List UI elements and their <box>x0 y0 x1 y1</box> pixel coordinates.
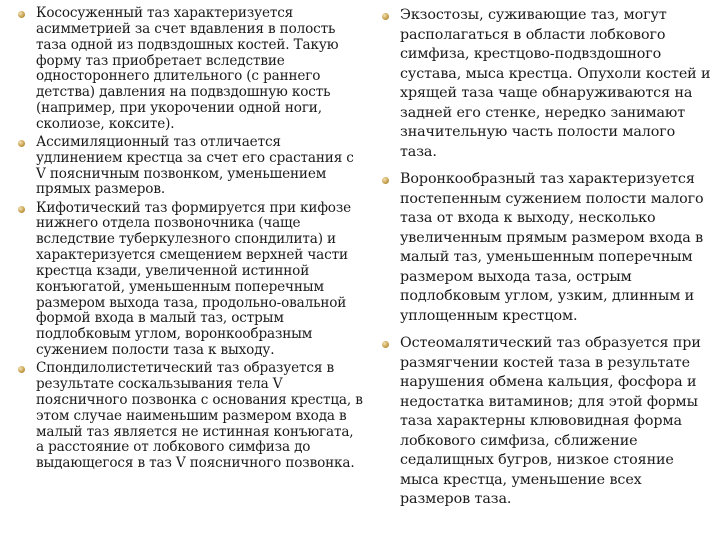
round-bullet-icon <box>382 177 389 184</box>
list-item-text: Экзостозы, суживающие таз, могут располагаться в области лобкового симфиза, крестцово-подвздошного сустава, мыса крестца. Опухоли костей и хрящей таза чаще обнаруживаются на задней его стенке, нередко занимают значительную часть полости малого таза. <box>400 7 711 160</box>
list-item-text: Ассимиляционный таз отличается удлинением крестца за счет его срастания с V поясничным позвонком, уменьшением прямых размеров. <box>36 133 354 198</box>
right-column-list <box>378 6 712 518</box>
round-bullet-icon <box>18 366 25 373</box>
list-item-text: Остеомалятический таз образуется при размягчении костей таза в результате нарушения обмена кальция, фосфора и недостатка витаминов; для этой формы таза характерны клювовидная форма лобкового симфиза, сближение седалищных бугров, низкое стояние мыса крестца, уменьшение всех размеров таза. <box>400 335 701 507</box>
list-item-text: Спондилолистетический таз образуется в результате соскальзывания тела V поясничного позвонка с основания крестца, в этом случае наименьшим размером входа в малый таз является не истинная конъюгата, а расстояние от лобкового симфиза до выдающегося в таз V поясничного позвонка. <box>36 360 363 472</box>
list-item-text: Кососуженный таз характеризуется асимметрией за счет вдавления в полость таза одной из подвздошных костей. Такую форму таз приобретает вследствие одностороннего длительного (с раннего детства) давления на подвздошную кость (например, при укорочении одной ноги, сколиозе, коксите). <box>36 5 339 132</box>
round-bullet-icon <box>18 140 25 147</box>
list-item <box>14 361 364 472</box>
round-bullet-icon <box>382 13 389 20</box>
round-bullet-icon <box>382 341 389 348</box>
list-item <box>14 201 364 359</box>
list-item <box>378 6 712 162</box>
left-column-list <box>14 6 364 474</box>
round-bullet-icon <box>18 206 25 213</box>
list-item <box>378 170 712 326</box>
list-item <box>378 334 712 510</box>
round-bullet-icon <box>18 11 25 18</box>
list-item-text: Кифотический таз формируется при кифозе нижнего отдела позвоночника (чаще вследствие туберкулезного спондилита) и характеризуется смещением верхней части крестца кзади, увеличенной истинной конъюгатой, уменьшенным поперечным размером выхода таза, продольно-овальной формой входа в малый таз, острым подлобковым углом, воронкообразным сужением полости таза к выходу. <box>36 199 351 359</box>
list-item-text: Воронкообразный таз характеризуется постепенным сужением полости малого таза от входа к выходу, несколько увеличенным прямым размером входа в малый таз, уменьшенным поперечным размером выхода таза, острым подлобковым углом, узким, длинным и уплощенным крестцом. <box>400 171 704 324</box>
list-item <box>14 135 364 198</box>
list-item <box>14 6 364 133</box>
